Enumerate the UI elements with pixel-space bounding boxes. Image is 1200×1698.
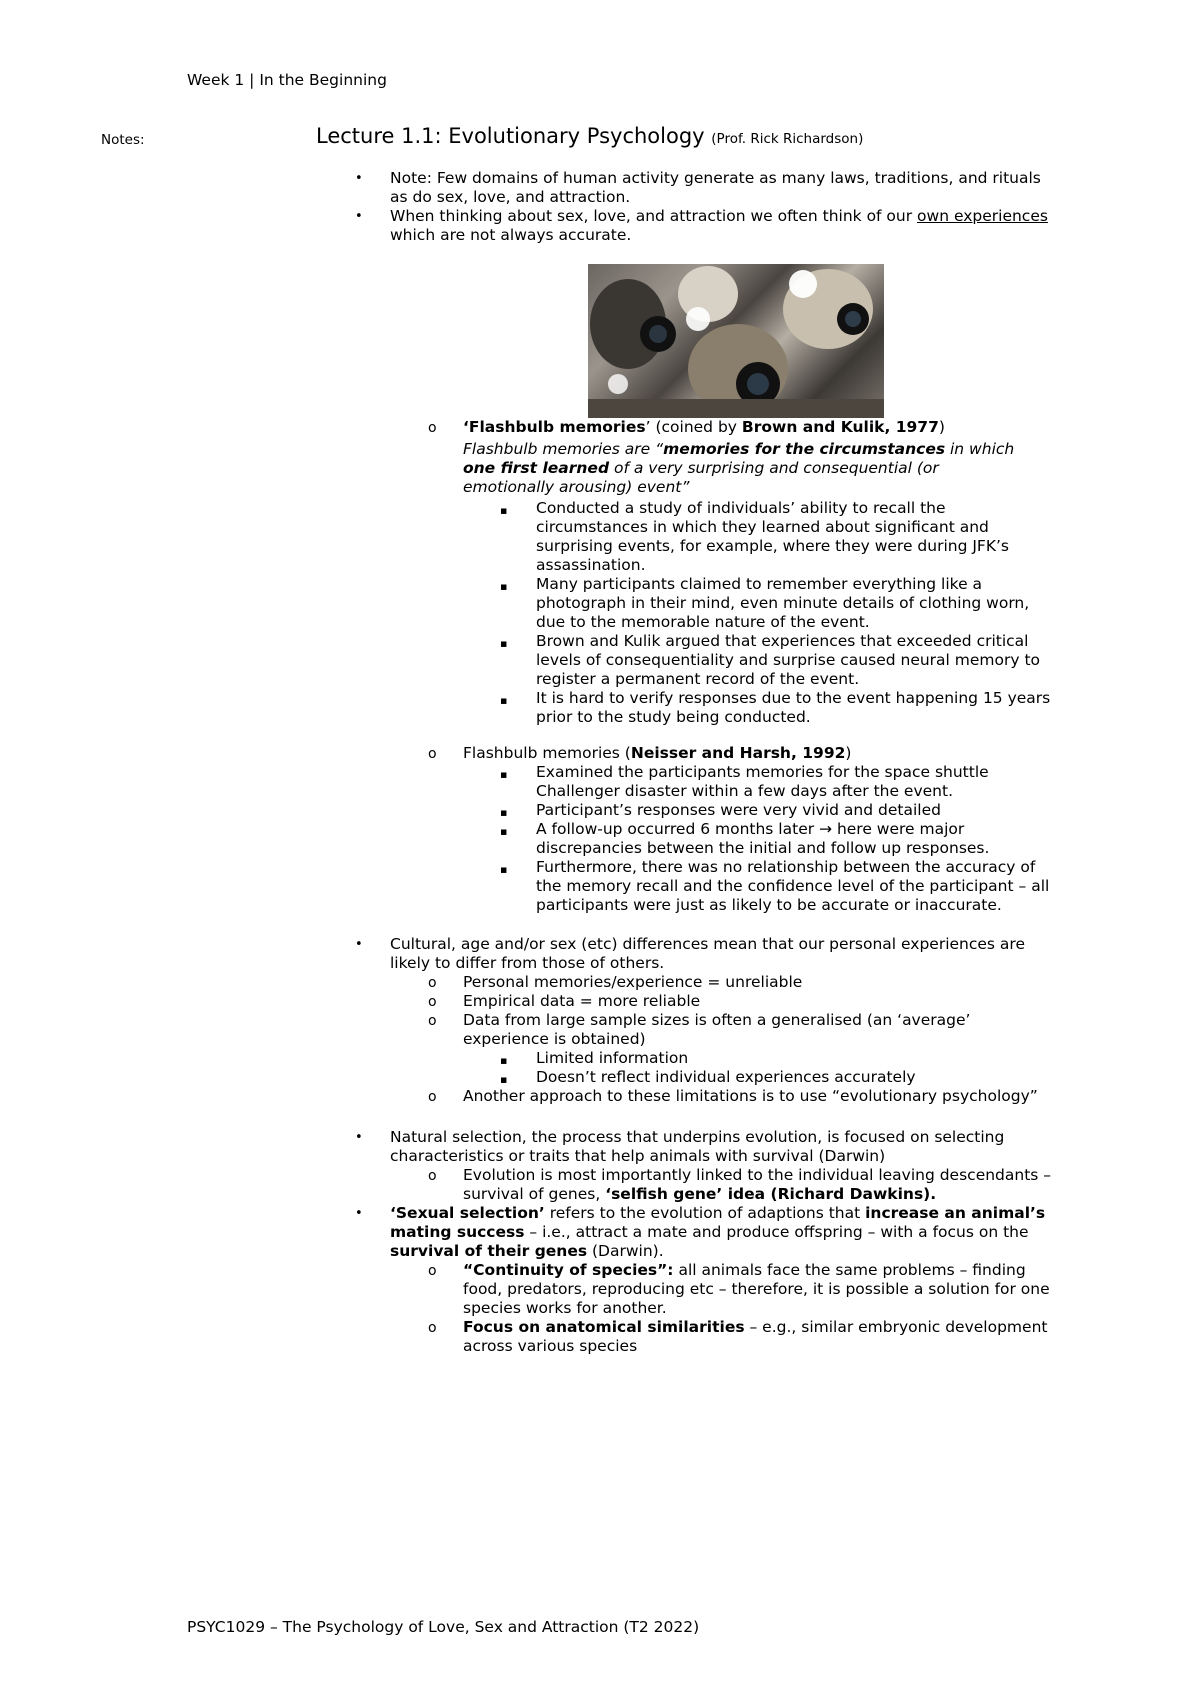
underlined-text: own experiences [917,207,1048,225]
bold-term: “Continuity of species”: [463,1261,674,1279]
list-item [390,935,1090,973]
text-line: Furthermore, there was no relationship between the accuracy of [536,858,1036,876]
text-line: participants were just as likely to be accurate or inaccurate. [536,896,1002,914]
bold-term: ‘selfish gene’ idea (Richard Dawkins). [605,1185,937,1203]
bullet-glyph: • [355,209,363,224]
flashbulb-heading-2 [463,744,1083,763]
list-item [536,499,1081,575]
circle-glyph: o [428,420,437,436]
list-item [390,207,1090,245]
circle-glyph: o [428,1320,437,1336]
text-line: Note: Few domains of human activity generate as many laws, traditions, and rituals [390,169,1041,187]
text-line: photograph in their mind, even minute details of clothing worn, [536,594,1030,612]
text-line: likely to differ from those of others. [390,954,665,972]
text-fragment: – e.g., similar embryonic development [744,1318,1048,1336]
list-item: Limited information [536,1049,689,1067]
list-item [536,801,1081,820]
circle-glyph: o [428,994,437,1010]
text-line: Many participants claimed to remember everything like a [536,575,983,593]
text-line: the memory recall and the confidence level of the participant – all [536,877,1050,895]
text-line: across various species [463,1337,638,1355]
list-item [390,169,1090,207]
bold-term: increase an animal’s [865,1204,1046,1222]
text-fragment: ) [845,744,852,762]
square-glyph: ▪ [500,580,508,593]
text-line: food, predators, reproducing etc – therefore, it is possible a solution for one [463,1280,1050,1298]
text-line: Cultural, age and/or sex (etc) differences mean that our personal experiences are [390,935,1025,953]
text-line: assassination. [536,556,646,574]
bullet-glyph: • [355,171,363,186]
text-line: It is hard to verify responses due to the event happening 15 years [536,689,1051,707]
list-item [463,1011,1083,1049]
list-item [536,858,1081,915]
bold-term: Flashbulb memories [468,418,646,436]
photographers-illustration [588,264,884,418]
lecture-title [316,124,863,148]
bold-term: mating success [390,1223,525,1241]
text-fragment: emotionally arousing) event” [463,478,690,496]
text-line: Evolution is most importantly linked to the individual leaving descendants – [463,1166,1052,1184]
bullet-glyph: • [355,1130,363,1145]
flashbulb-heading [463,418,1083,437]
text-line: species works for another. [463,1299,667,1317]
circle-glyph: o [428,975,437,991]
square-glyph: ▪ [500,825,508,838]
page-footer: PSYC1029 – The Psychology of Love, Sex and Attraction (T2 2022) [187,1618,700,1636]
text-line: Natural selection, the process that underpins evolution, is focused on selecting [390,1128,1005,1146]
bullet-glyph: • [355,1206,363,1221]
list-item [536,763,1081,801]
list-item [463,1318,1083,1356]
flashbulb-definition [463,440,1083,497]
list-item: Personal memories/experience = unreliable [463,973,803,991]
square-glyph: ▪ [500,637,508,650]
text-fragment: in which [945,440,1015,458]
text-fragment: Flashbulb memories ( [463,744,631,762]
text-line: as do sex, love, and attraction. [390,188,631,206]
photographers-photo [588,264,884,418]
bold-term: ‘Sexual selection’ [390,1204,545,1222]
square-glyph: ▪ [500,1073,508,1086]
text-line: experience is obtained) [463,1030,646,1048]
bold-term: memories for the circumstances [663,440,946,458]
notes-label: Notes: [101,132,145,148]
text-line: characteristics or traits that help animals with survival (Darwin) [390,1147,886,1165]
text-line: A follow-up occurred 6 months later → here were major [536,820,965,838]
text-line: prior to the study being conducted. [536,708,811,726]
text-fragment: all animals face the same problems – finding [673,1261,1026,1279]
list-item [536,820,1081,858]
text-line: levels of consequentiality and surprise caused neural memory to [536,651,1041,669]
circle-glyph: o [428,1168,437,1184]
text-line: discrepancies between the initial and follow up responses. [536,839,990,857]
text-fragment: Flashbulb memories are “ [463,440,664,458]
text-line: register a permanent record of the event. [536,670,860,688]
title-subtitle: (Prof. Rick Richardson) [711,131,864,147]
circle-glyph: o [428,1089,437,1105]
text-fragment: (Darwin). [587,1242,664,1260]
bold-term: survival of their genes [390,1242,588,1260]
text-line: surprising events, for example, where they were during JFK’s [536,537,1010,555]
bullet-glyph: • [355,937,363,952]
quote-mark: ‘ [463,418,469,436]
circle-glyph: o [428,1263,437,1279]
square-glyph: ▪ [500,863,508,876]
list-item: Another approach to these limitations is to use “evolutionary psychology” [463,1087,1038,1105]
text-line: due to the memorable nature of the event. [536,613,870,631]
text-fragment: of a very surprising and consequential (or [609,459,939,477]
circle-glyph: o [428,746,437,762]
list-item [463,1166,1083,1204]
list-item: Doesn’t reflect individual experiences accurately [536,1068,916,1086]
bold-term: one first learned [463,459,610,477]
square-glyph: ▪ [500,806,508,819]
square-glyph: ▪ [500,504,508,517]
text-line: Brown and Kulik argued that experiences that exceeded critical [536,632,1029,650]
text-line: Examined the participants memories for the space shuttle [536,763,989,781]
list-item [390,1204,1090,1261]
text-line: circumstances in which they learned about significant and [536,518,989,536]
list-item [536,689,1081,727]
list-item: Empirical data = more reliable [463,992,701,1010]
text-line: which are not always accurate. [390,226,632,244]
list-item [390,1128,1090,1166]
circle-glyph: o [428,1013,437,1029]
text-fragment: survival of genes, [463,1185,606,1203]
text-line: When thinking about sex, love, and attraction we often think of our [390,207,918,225]
square-glyph: ▪ [500,694,508,707]
bold-term: Focus on anatomical similarities [463,1318,745,1336]
square-glyph: ▪ [500,1054,508,1067]
text-fragment: ) [938,418,945,436]
list-item [536,632,1081,689]
list-item [536,575,1081,632]
text-fragment: refers to the evolution of adaptions that [544,1204,866,1222]
text-line: Participant’s responses were very vivid and detailed [536,801,941,819]
text-line: Data from large sample sizes is often a generalised (an ‘average’ [463,1011,971,1029]
text-line: Conducted a study of individuals’ ability to recall the [536,499,946,517]
list-item [463,1261,1083,1318]
bold-citation: Brown and Kulik, 1977 [741,418,939,436]
text-fragment: – i.e., attract a mate and produce offspring – with a focus on the [524,1223,1029,1241]
page-header: Week 1 | In the Beginning [187,71,387,89]
text-fragment: ’ (coined by [645,418,742,436]
title-main: Lecture 1.1: Evolutionary Psychology [316,124,705,148]
text-line: Challenger disaster within a few days after the event. [536,782,954,800]
square-glyph: ▪ [500,768,508,781]
bold-citation: Neisser and Harsh, 1992 [630,744,846,762]
